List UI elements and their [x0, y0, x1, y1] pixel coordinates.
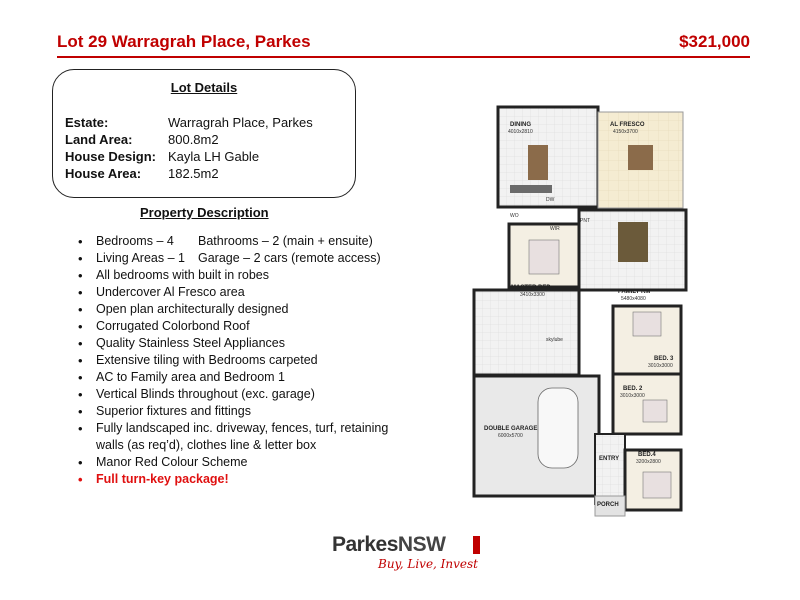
logo-tagline: Buy, Live, Invest	[378, 557, 479, 571]
list-item: • Manor Red Colour Scheme	[78, 454, 398, 471]
label-bed3: BED. 3	[654, 356, 674, 362]
master-bed-icon	[529, 240, 559, 274]
dim-bed3: 3010x3000	[648, 363, 673, 369]
lot-details-box	[52, 69, 356, 198]
highlight-item: • Full turn-key package!	[78, 471, 398, 488]
label-wir: WIR	[550, 226, 560, 232]
label-wo: WO	[510, 213, 519, 219]
kitchen-bench	[510, 185, 552, 193]
dim-alfresco: 4150x3700	[613, 129, 638, 135]
lot-row-land-area: Land Area: 800.8m2	[65, 132, 219, 147]
lot-row-house-area: House Area: 182.5m2	[65, 166, 219, 181]
bed3-icon	[633, 312, 661, 336]
dim-master-bed: 3410x3300	[520, 292, 545, 298]
list-item: • Living Areas – 1 Garage – 2 cars (remote access)	[78, 250, 398, 267]
label-skylube: skylube	[546, 337, 563, 343]
listing-price: $321,000	[679, 32, 750, 51]
dim-garage: 6000x5700	[498, 433, 523, 439]
dining-table	[528, 145, 548, 180]
dim-dining: 4010x2810	[508, 129, 533, 135]
dim-bed2: 3010x3000	[620, 393, 645, 399]
floor-plan	[458, 100, 720, 520]
alfresco-table	[628, 145, 653, 170]
bed2-icon	[643, 400, 667, 422]
list-item: • Vertical Blinds throughout (exc. garage)	[78, 386, 398, 403]
page-header	[57, 32, 750, 54]
list-item: • Undercover Al Fresco area	[78, 284, 398, 301]
label-family: FAMILY RM	[618, 289, 651, 295]
list-item: • Open plan architecturally designed	[78, 301, 398, 318]
list-item: • Corrugated Colorbond Roof	[78, 318, 398, 335]
room-garage	[474, 376, 599, 496]
dim-bed4: 3200x2800	[636, 459, 661, 465]
label-alfresco: AL FRESCO	[610, 122, 645, 128]
room-entry	[595, 434, 625, 504]
lot-row-house-design: House Design: Kayla LH Gable	[65, 149, 260, 164]
property-description-heading: Property Description	[140, 205, 269, 220]
label-dining: DINING	[510, 122, 531, 128]
bed4-icon	[643, 472, 671, 498]
label-garage: DOUBLE GARAGE	[484, 426, 538, 432]
parkes-nsw-logo: ParkesNSW Buy, Live, Invest	[332, 533, 479, 571]
list-item: • Fully landscaped inc. driveway, fences, turf, retaining walls (as req’d), clothes line & letter box	[78, 420, 398, 454]
label-bed2: BED. 2	[623, 386, 643, 392]
header-rule	[57, 56, 750, 58]
list-item: • AC to Family area and Bedroom 1	[78, 369, 398, 386]
list-item: • Quality Stainless Steel Appliances	[78, 335, 398, 352]
label-bed4: BED.4	[638, 452, 656, 458]
logo-vertical-tab	[473, 536, 480, 554]
list-item: • All bedrooms with built in robes	[78, 267, 398, 284]
family-sofa	[618, 222, 648, 262]
label-entry: ENTRY	[599, 456, 620, 462]
list-item: • Superior fixtures and fittings	[78, 403, 398, 420]
label-dw: DW	[546, 197, 555, 203]
listing-title: Lot 29 Warragrah Place, Parkes	[57, 32, 311, 51]
feature-list	[78, 233, 398, 488]
lot-row-estate: Estate: Warragrah Place, Parkes	[65, 115, 313, 130]
lot-details-heading: Lot Details	[170, 80, 238, 95]
room-ensuite	[474, 290, 579, 375]
label-pnt: PNT	[580, 218, 590, 224]
list-item: • Bedrooms – 4 Bathrooms – 2 (main + ensuite)	[78, 233, 398, 250]
label-master-bed: MASTER BED	[511, 285, 551, 291]
dim-family: 5480x4080	[621, 296, 646, 302]
label-porch: PORCH	[597, 502, 619, 508]
car-icon	[538, 388, 578, 468]
list-item: • Extensive tiling with Bedrooms carpeted	[78, 352, 398, 369]
